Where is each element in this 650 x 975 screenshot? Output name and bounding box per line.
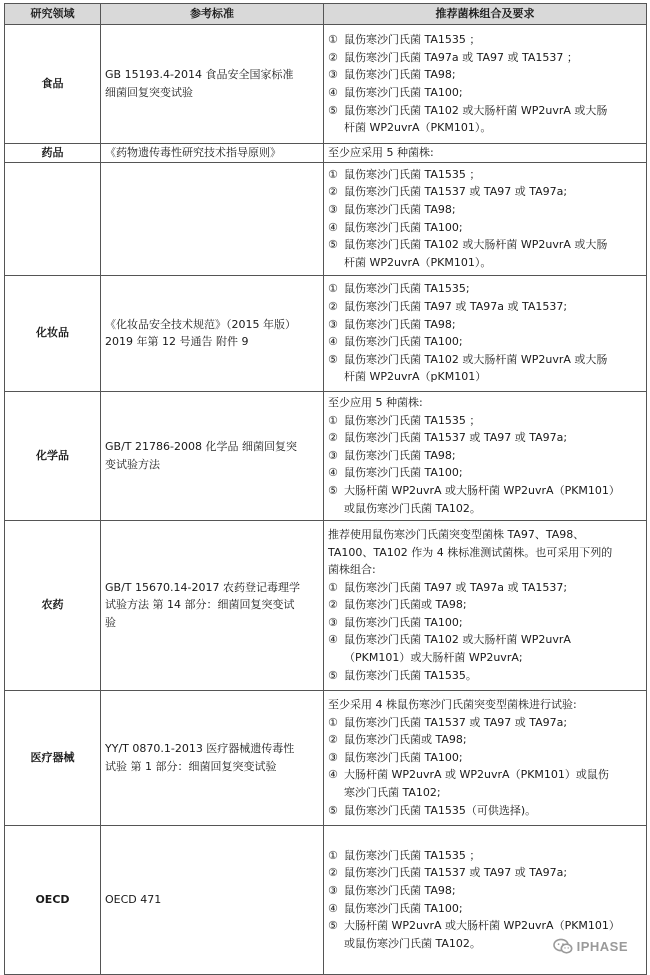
strain-item-line <box>328 864 642 882</box>
reference-line: GB/T 15670.14-2017 农药登记毒理学 <box>105 580 300 594</box>
table-row <box>5 162 647 275</box>
strain-item-number: ④ <box>328 220 338 234</box>
strain-item <box>328 201 642 219</box>
strain-item-line <box>328 579 642 597</box>
strain-item <box>328 66 642 84</box>
strain-item-number: ⑤ <box>328 103 338 117</box>
strain-item <box>328 102 642 137</box>
strain-item-line <box>328 166 642 184</box>
strain-item <box>328 84 642 102</box>
requirement-note: 至少应采用 5 种菌株: <box>328 146 434 159</box>
strain-item-text: 大肠杆菌 WP2uvrA 或大肠杆菌 WP2uvrA（PKM101） <box>344 919 620 933</box>
strain-item <box>328 183 642 201</box>
strain-item-number: ③ <box>328 750 338 764</box>
strain-item-number: ① <box>328 413 338 427</box>
strain-item-continuation: 杆菌 WP2uvrA（PKM101）。 <box>344 121 492 135</box>
strain-item-continuation: 寒沙门氏菌 TA102; <box>344 785 441 799</box>
strain-item-text: 鼠伤寒沙门氏菌 TA1537 或 TA97 或 TA97a; <box>344 715 568 729</box>
requirement-note: 至少采用 4 株鼠伤寒沙门氏菌突变型菌株进行试验: <box>328 698 577 712</box>
strain-item <box>328 236 642 271</box>
strain-item-continuation: 或鼠伤寒沙门氏菌 TA102。 <box>344 936 481 950</box>
strain-item-text: 鼠伤寒沙门氏菌 TA1535; <box>344 282 470 296</box>
strain-item-line <box>328 667 642 685</box>
strain-item-text: 鼠伤寒沙门氏菌 TA1537 或 TA97 或 TA97a; <box>344 866 568 880</box>
cell-requirement <box>324 520 647 690</box>
strain-item <box>328 802 642 820</box>
strain-item-line <box>328 102 642 120</box>
strain-item <box>328 316 642 334</box>
table-row <box>5 825 647 974</box>
strain-item-text: 鼠伤寒沙门氏菌 TA1535。 <box>344 668 477 682</box>
strain-item-number: ④ <box>328 768 338 782</box>
strain-item-line <box>328 183 642 201</box>
strain-item-number: ① <box>328 580 338 594</box>
reference-line: GB/T 21786-2008 化学品 细菌回复突 <box>105 440 297 453</box>
cell-reference <box>101 825 324 974</box>
cell-field: 化学品 <box>5 391 101 520</box>
reference-line: 验 <box>105 615 116 629</box>
strain-item-number: ⑤ <box>328 352 338 366</box>
cell-reference <box>101 690 324 825</box>
reference-line: 试验 第 1 部分：细菌回复突变试验 <box>105 759 277 773</box>
strain-item-line <box>328 351 642 369</box>
strain-item-line <box>328 429 642 447</box>
cell-requirement <box>324 162 647 275</box>
watermark <box>553 938 628 955</box>
cell-requirement <box>324 690 647 825</box>
strain-item-line <box>328 766 642 784</box>
reference-line: 试验方法 第 14 部分：细菌回复突变试 <box>105 598 295 612</box>
cell-reference <box>101 144 324 163</box>
strain-item-number: ③ <box>328 884 338 897</box>
strain-item-line <box>328 201 642 219</box>
strain-item-line <box>328 412 642 430</box>
strain-item-text: 鼠伤寒沙门氏菌 TA102 或大肠杆菌 WP2uvrA 或大肠 <box>344 238 608 252</box>
strain-item <box>328 429 642 447</box>
strain-item-text: 鼠伤寒沙门氏菌 TA97 或 TA97a 或 TA1537; <box>344 580 568 594</box>
table-row <box>5 275 647 391</box>
table-row <box>5 690 647 825</box>
strain-item-line <box>328 236 642 254</box>
strain-item <box>328 864 642 882</box>
table-body <box>5 25 647 975</box>
strain-item-number: ③ <box>328 68 338 82</box>
strain-item-text: 鼠伤寒沙门氏菌 TA97a 或 TA97 或 TA1537 ； <box>344 50 578 64</box>
strain-item-continuation: （PKM101）或大肠杆菌 WP2uvrA; <box>344 651 523 665</box>
header-requirement: 推荐菌株组合及要求 <box>324 4 647 25</box>
strain-item-text: 鼠伤寒沙门氏菌 TA98; <box>344 317 456 331</box>
cell-reference <box>101 25 324 144</box>
strain-item <box>328 412 642 430</box>
strain-item-number: ② <box>328 50 338 64</box>
strain-item-text: 鼠伤寒沙门氏菌 TA100; <box>344 86 463 99</box>
strain-item <box>328 731 642 749</box>
strain-item-number: ⑤ <box>328 919 338 933</box>
strain-item-text: 鼠伤寒沙门氏菌 TA1535（可供选择)。 <box>344 803 537 817</box>
strain-item-line <box>328 31 642 49</box>
reference-line: 细菌回复突变试验 <box>105 86 193 99</box>
strain-item <box>328 579 642 597</box>
table-row <box>5 144 647 163</box>
cell-field: 食品 <box>5 25 101 144</box>
strain-item <box>328 280 642 298</box>
strain-item-line <box>328 447 642 465</box>
cell-reference <box>101 275 324 391</box>
strain-item-text: 大肠杆菌 WP2uvrA 或 WP2uvrA（PKM101）或鼠伤 <box>344 768 609 782</box>
strain-item-number: ⑤ <box>328 668 338 682</box>
strain-item-line <box>328 482 642 500</box>
strain-item <box>328 882 642 900</box>
strain-item-line <box>328 49 642 67</box>
strain-item-text: 鼠伤寒沙门氏菌 TA1537 或 TA97 或 TA97a; <box>344 185 568 199</box>
cell-requirement <box>324 25 647 144</box>
strain-item-line <box>328 917 642 935</box>
strain-item-number: ① <box>328 167 338 181</box>
strain-item-line <box>328 66 642 84</box>
table-row <box>5 25 647 144</box>
requirement-note: 菌株组合: <box>328 563 376 577</box>
strain-item <box>328 631 642 666</box>
reference-line: 2019 年第 12 号通告 附件 9 <box>105 335 249 349</box>
strain-item-number: ② <box>328 431 338 445</box>
table-row <box>5 520 647 690</box>
strain-item-number: ④ <box>328 86 338 99</box>
strain-item-line <box>328 316 642 334</box>
reference-line: 变试验方法 <box>105 457 160 471</box>
strain-item <box>328 166 642 184</box>
strain-item-text: 鼠伤寒沙门氏菌 TA98; <box>344 884 456 897</box>
table-row <box>5 391 647 520</box>
strain-item-number: ① <box>328 848 338 862</box>
strain-item-number: ④ <box>328 466 338 480</box>
strain-item-number: ④ <box>328 633 338 647</box>
strain-item <box>328 667 642 685</box>
strain-item-number: ⑤ <box>328 483 338 497</box>
strain-item <box>328 351 642 386</box>
strain-item-text: 鼠伤寒沙门氏菌 TA97 或 TA97a 或 TA1537; <box>344 299 568 313</box>
header-field: 研究领域 <box>5 4 101 25</box>
strain-item <box>328 766 642 801</box>
strain-item-text: 鼠伤寒沙门氏菌 TA98; <box>344 203 456 216</box>
strain-item <box>328 749 642 767</box>
strain-item-text: 鼠伤寒沙门氏菌 TA1535 ； <box>344 413 481 427</box>
strain-item-number: ① <box>328 33 338 47</box>
strain-item-line <box>328 847 642 865</box>
strain-item-text: 鼠伤寒沙门氏菌 TA100; <box>344 220 463 234</box>
strain-item-text: 鼠伤寒沙门氏菌 TA1537 或 TA97 或 TA97a; <box>344 431 568 445</box>
strain-item-line <box>328 731 642 749</box>
strain-item-text: 大肠杆菌 WP2uvrA 或大肠杆菌 WP2uvrA（PKM101） <box>344 483 620 497</box>
strain-item-text: 鼠伤寒沙门氏菌 TA102 或大肠杆菌 WP2uvrA 或大肠 <box>344 352 608 366</box>
strain-item-number: ② <box>328 598 338 612</box>
strain-item-number: ① <box>328 282 338 296</box>
strain-item-line <box>328 333 642 351</box>
header-row <box>5 4 647 25</box>
strain-item-number: ④ <box>328 901 338 915</box>
cell-field: 药品 <box>5 144 101 163</box>
strain-item-continuation: 杆菌 WP2uvrA（pKM101） <box>344 370 487 384</box>
strain-item-text: 鼠伤寒沙门氏菌 TA100; <box>344 466 463 480</box>
requirement-note: 至少应用 5 种菌株: <box>328 396 423 410</box>
strain-item-text: 鼠伤寒沙门氏菌 TA102 或大肠杆菌 WP2uvrA <box>344 633 571 647</box>
strain-item <box>328 49 642 67</box>
cell-reference <box>101 391 324 520</box>
watermark-text: IPHASE <box>576 939 628 954</box>
strain-item-line <box>328 464 642 482</box>
strain-item-line <box>328 280 642 298</box>
strain-requirements-table <box>4 3 647 975</box>
strain-item-text: 鼠伤寒沙门氏菌或 TA98; <box>344 598 467 612</box>
strain-item-number: ② <box>328 299 338 313</box>
strain-item-number: ③ <box>328 317 338 331</box>
strain-item-line <box>328 596 642 614</box>
strain-item-line <box>328 882 642 900</box>
strain-item-text: 鼠伤寒沙门氏菌 TA98; <box>344 68 456 82</box>
strain-item <box>328 464 642 482</box>
strain-item-number: ⑤ <box>328 803 338 817</box>
header-reference: 参考标准 <box>101 4 324 25</box>
reference-line: 《化妆品安全技术规范》（2015 年版） <box>105 317 296 331</box>
strain-item-line <box>328 749 642 767</box>
strain-item <box>328 31 642 49</box>
cell-requirement <box>324 275 647 391</box>
strain-item <box>328 596 642 614</box>
strain-item <box>328 714 642 732</box>
reference-line: YY/T 0870.1-2013 医疗器械遗传毒性 <box>105 742 295 755</box>
cell-requirement <box>324 144 647 163</box>
cell-reference <box>101 520 324 690</box>
cell-field: 农药 <box>5 520 101 690</box>
strain-item-line <box>328 614 642 632</box>
strain-item-number: ③ <box>328 615 338 629</box>
strain-item <box>328 333 642 351</box>
strain-item-line <box>328 298 642 316</box>
strain-item-text: 鼠伤寒沙门氏菌 TA98; <box>344 448 456 462</box>
cell-field: OECD <box>5 825 101 974</box>
strain-item-text: 鼠伤寒沙门氏菌 TA1535 ； <box>344 33 481 47</box>
strain-item-continuation: 或鼠伤寒沙门氏菌 TA102。 <box>344 501 481 515</box>
strain-item <box>328 614 642 632</box>
strain-item-number: ② <box>328 733 338 747</box>
strain-item-number: ② <box>328 185 338 199</box>
strain-item-line <box>328 631 642 649</box>
strain-item-line <box>328 802 642 820</box>
strain-item-number: ② <box>328 866 338 880</box>
strain-item-continuation: 杆菌 WP2uvrA（PKM101）。 <box>344 255 492 269</box>
strain-item-line <box>328 219 642 237</box>
strain-item <box>328 847 642 865</box>
strain-item-line <box>328 714 642 732</box>
requirement-note: TA100、TA102 作为 4 株标准测试菌株。也可采用下列的 <box>328 545 613 559</box>
wechat-icon <box>553 938 573 955</box>
cell-field: 医疗器械 <box>5 690 101 825</box>
strain-item <box>328 900 642 918</box>
strain-item-text: 鼠伤寒沙门氏菌 TA1535 ； <box>344 848 481 862</box>
strain-item-text: 鼠伤寒沙门氏菌 TA100; <box>344 615 463 629</box>
strain-item-text: 鼠伤寒沙门氏菌 TA100; <box>344 901 463 915</box>
strain-item-line <box>328 900 642 918</box>
cell-requirement <box>324 391 647 520</box>
strain-item-number: ④ <box>328 335 338 349</box>
strain-item <box>328 219 642 237</box>
strain-item-number: ③ <box>328 203 338 216</box>
reference-line: OECD 471 <box>105 892 162 906</box>
strain-item <box>328 447 642 465</box>
reference-line: GB 15193.4-2014 食品安全国家标准 <box>105 68 294 82</box>
strain-item <box>328 298 642 316</box>
cell-field <box>5 162 101 275</box>
strain-item <box>328 482 642 517</box>
strain-item-text: 鼠伤寒沙门氏菌 TA102 或大肠杆菌 WP2uvrA 或大肠 <box>344 103 608 117</box>
cell-reference <box>101 162 324 275</box>
strain-item-line <box>328 84 642 102</box>
strain-item-number: ⑤ <box>328 238 338 252</box>
cell-field: 化妆品 <box>5 275 101 391</box>
reference-line: 《药物遗传毒性研究技术指导原则》 <box>105 146 281 159</box>
strain-item-text: 鼠伤寒沙门氏菌 TA100; <box>344 750 463 764</box>
strain-item-text: 鼠伤寒沙门氏菌 TA1535 ； <box>344 167 481 181</box>
strain-item-number: ③ <box>328 448 338 462</box>
strain-item-text: 鼠伤寒沙门氏菌或 TA98; <box>344 733 467 747</box>
strain-item-text: 鼠伤寒沙门氏菌 TA100; <box>344 335 463 349</box>
requirement-note: 推荐使用鼠伤寒沙门氏菌突变型菌株 TA97、TA98、 <box>328 527 585 541</box>
strain-item-number: ① <box>328 715 338 729</box>
